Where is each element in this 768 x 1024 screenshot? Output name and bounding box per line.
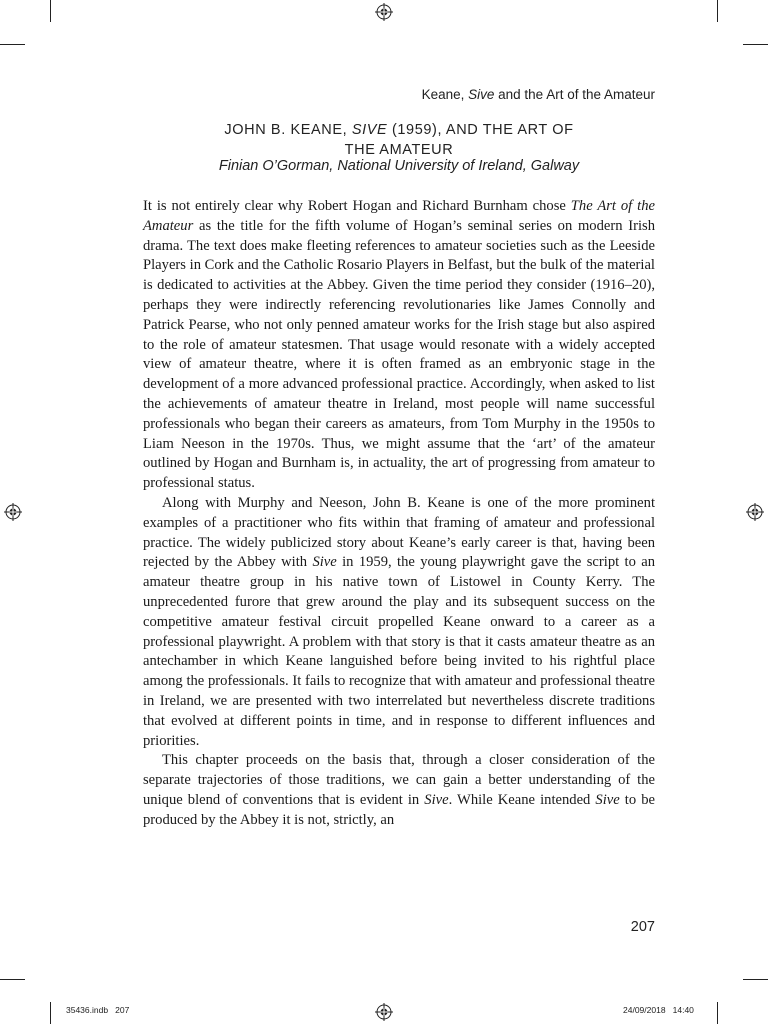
body-paragraph bbox=[143, 751, 655, 830]
crop-mark-top-right-horizontal bbox=[743, 44, 768, 45]
italic-run: Sive bbox=[312, 554, 337, 571]
chapter-title-post: (1959), AND THE ART OF bbox=[387, 122, 574, 138]
chapter-title-pre: JOHN B. KEANE, bbox=[224, 122, 352, 138]
text-run: This chapter proceeds on the basis that, through a closer consideration of the separate trajectories of those traditions, we can gain a better understanding of the unique blend of conventions that is evident in bbox=[143, 752, 655, 808]
body-paragraph bbox=[143, 494, 655, 751]
crop-mark-top-right-vertical bbox=[717, 0, 718, 22]
chapter-title-line-2: THE AMATEUR bbox=[344, 142, 454, 158]
registration-mark-top-icon bbox=[375, 3, 393, 21]
crop-mark-top-left-horizontal bbox=[0, 44, 25, 45]
crop-mark-top-left-vertical bbox=[50, 0, 51, 22]
chapter-title-italic: SIVE bbox=[351, 122, 388, 138]
body-paragraph bbox=[143, 197, 655, 494]
registration-mark-bottom-icon bbox=[375, 1003, 393, 1021]
page-number: 207 bbox=[630, 919, 655, 935]
chapter-title-line-1 bbox=[143, 120, 655, 140]
text-run: as the title for the fifth volume of Hogan’s seminal series on modern Irish drama. The text does make fleeting references to amateur societies such as the Leeside Players in Cork and the Catholic Rosario Players in Belfast, but the bulk of the material is dedicated to activities at the Abbey. Given the time period they consider (1916–20), perhaps they were indirectly referencing revolutionaries like James Connolly and Patrick Pearse, who not only penned amateur works for the Irish stage but also aspired to the role of amateur statesmen. That usage would resonate with a widely accepted view of amateur theatre, where it is often framed as an embryonic stage in the development of a more advanced professional practice. Accordingly, when asked to list the achievements of amateur theatre in Ireland, most people will name successful professionals who began their careers as amateurs, from Tom Murphy in the 1950s to Liam Neeson in the 1970s. Thus, we might assume that the ‘art’ of the amateur outlined by Hogan and Burnham is, in actuality, the art of progressing from amateur to professional status. bbox=[143, 217, 655, 492]
italic-run: Sive bbox=[424, 791, 449, 808]
chapter-title bbox=[143, 120, 655, 160]
slug-file: 35436.indb 207 bbox=[66, 1005, 130, 1015]
italic-run: Sive bbox=[595, 791, 620, 808]
text-run: in 1959, the young playwright gave the script to an amateur theatre group in his native town of Listowel in County Kerry. The unprecedented furore that grew around the play and its subsequent success on the competitive amateur festival circuit propelled Keane onward to a career as a professional playwright. A problem with that story is that it casts amateur theatre as an antechamber in which Keane languished before being invited to his rightful place among the professionals. It fails to recognize that with amateur and professional theatre in Ireland, we are presented with two interrelated but nevertheless discrete traditions that evolved at different points in time, and in response to different influences and priorities. bbox=[143, 554, 656, 749]
crop-mark-bottom-left-horizontal bbox=[0, 979, 25, 980]
slug-date: 24/09/2018 14:40 bbox=[623, 1005, 694, 1015]
running-head-pre: Keane, bbox=[421, 87, 469, 102]
text-run: to be produced by the Abbey it is not, strictly, an bbox=[143, 791, 655, 828]
text-run: It is not entirely clear why Robert Hogan and Richard Burnham chose bbox=[143, 198, 571, 214]
text-run: . While Keane intended bbox=[448, 791, 596, 808]
crop-mark-bottom-right-horizontal bbox=[743, 979, 768, 980]
crop-mark-bottom-left-vertical bbox=[50, 1002, 51, 1024]
italic-run: The Art of the Amateur bbox=[143, 198, 655, 234]
chapter-author: Finian O’Gorman, National University of Ireland, Galway bbox=[218, 158, 580, 174]
running-head-post: and the Art of the Amateur bbox=[494, 87, 655, 102]
running-head bbox=[143, 87, 655, 102]
registration-mark-left-icon bbox=[4, 503, 22, 521]
crop-mark-bottom-right-vertical bbox=[717, 1002, 718, 1024]
running-head-italic: Sive bbox=[468, 87, 495, 102]
body-text bbox=[143, 197, 655, 831]
registration-mark-right-icon bbox=[746, 503, 764, 521]
text-run: Along with Murphy and Neeson, John B. Keane is one of the more prominent examples of a practitioner who fits within that framing of amateur and professional practice. The widely publicized story about Keane’s early career is that, having been rejected by the Abbey with bbox=[143, 494, 655, 571]
